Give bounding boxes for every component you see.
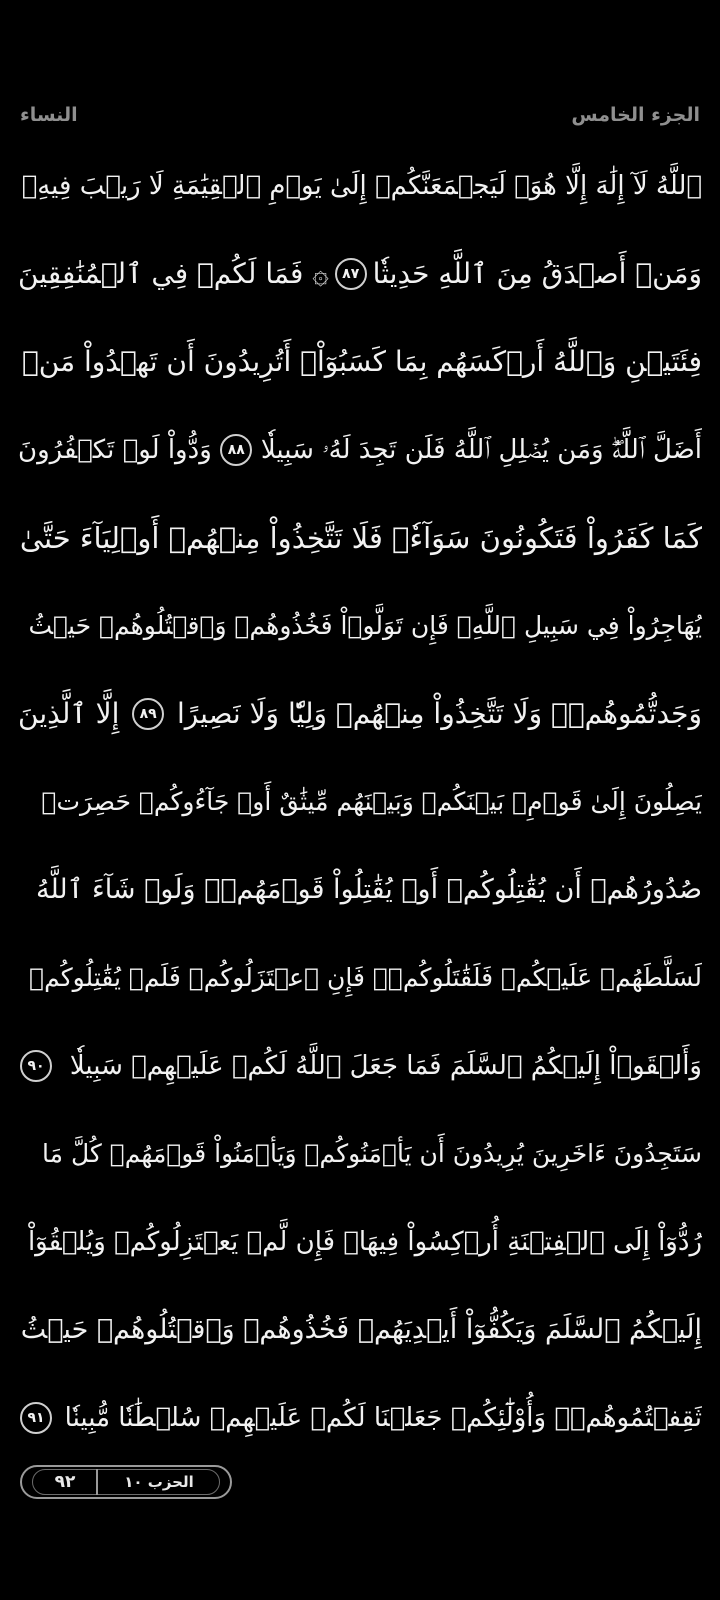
page-number: ٩٢ (54, 1472, 76, 1492)
verse-text: وَأَلۡقَوۡاْ إِلَيۡكُمُ ٱلسَّلَمَ فَمَا جَعَلَ ٱللَّهُ لَكُمۡ عَلَيۡهِمۡ سَبِيلٗا (69, 1051, 702, 1081)
footer-divider (96, 1469, 98, 1495)
verse-text: يُهَاجِرُواْ فِي سَبِيلِ ٱللَّهِۚ فَإِن تَوَلَّوۡاْ فَخُذُوهُمۡ وَٱقۡتُلُوهُمۡ حَيۡثُ (28, 611, 702, 640)
quran-text-block (18, 142, 702, 1462)
ayah-number-marker: ٨٩ (132, 698, 164, 730)
verse-line (18, 670, 702, 758)
verse-text: ثَقِفۡتُمُوهُمۡۚ وَأُوْلَٰٓئِكُمۡ جَعَلۡنَا لَكُمۡ عَلَيۡهِمۡ سُلۡطَٰنٗا مُّبِينٗا (64, 1403, 702, 1433)
verse-line (18, 1374, 702, 1462)
verse-text: ٱللَّهُ لَآ إِلَٰهَ إِلَّا هُوَۚ لَيَجۡمَعَنَّكُمۡ إِلَىٰ يَوۡمِ ٱلۡقِيَٰمَةِ لَا رَيۡبَ فِيهِۗ (21, 171, 702, 201)
verse-line (18, 758, 702, 846)
verse-text: وَجَدتُّمُوهُمۡۖ وَلَا تَتَّخِذُواْ مِنۡهُمۡ وَلِيّٗا وَلَا نَصِيرًا (176, 697, 702, 730)
verse-line (18, 406, 702, 494)
verse-text: صُدُورُهُمۡ أَن يُقَٰتِلُوكُمۡ أَوۡ يُقَٰتِلُواْ قَوۡمَهُمۡۚ وَلَوۡ شَآءَ ٱللَّهُ (35, 874, 702, 905)
verse-line (18, 1286, 702, 1374)
verse-line (18, 142, 702, 230)
verse-text: وَمَنۡ أَصۡدَقُ مِنَ ٱللَّهِ حَدِيثٗا (372, 257, 702, 290)
verse-text: كَمَا كَفَرُواْ فَتَكُونُونَ سَوَآءٗۖ فَلَا تَتَّخِذُواْ مِنۡهُمۡ أَوۡلِيَآءَ حَتَّىٰ (19, 521, 702, 555)
verse-text: وَدُّواْ لَوۡ تَكۡفُرُونَ (18, 435, 212, 465)
verse-line (18, 494, 702, 582)
verse-text: إِلَّا ٱلَّذِينَ (18, 697, 120, 730)
verse-text: يَصِلُونَ إِلَىٰ قَوۡمِۭ بَيۡنَكُمۡ وَبَيۡنَهُم مِّيثَٰقٌ أَوۡ جَآءُوكُمۡ حَصِرَتۡ (41, 787, 702, 816)
verse-text: رُدُّوٓاْ إِلَى ٱلۡفِتۡنَةِ أُرۡكِسُواْ فِيهَاۚ فَإِن لَّمۡ يَعۡتَزِلُوكُمۡ وَيُلۡقُوٓاْ (27, 1227, 702, 1257)
verse-line (18, 934, 702, 1022)
verse-line (18, 230, 702, 318)
verse-text: فِئَتَيۡنِ وَٱللَّهُ أَرۡكَسَهُم بِمَا كَسَبُوٓاْۚ أَتُرِيدُونَ أَن تَهۡدُواْ مَنۡ (21, 345, 702, 378)
verse-line (18, 318, 702, 406)
hizb-label: الحزب ١٠ (124, 1473, 194, 1491)
verse-line (18, 846, 702, 934)
ayah-number-marker: ٨٧ (335, 258, 367, 290)
juz-name: الجزء الخامس (571, 104, 700, 126)
verse-line (18, 582, 702, 670)
page-header (20, 100, 700, 130)
verse-text: إِلَيۡكُمُ ٱلسَّلَمَ وَيَكُفُّوٓاْ أَيۡدِيَهُمۡ فَخُذُوهُمۡ وَٱقۡتُلُوهُمۡ حَيۡثُ (20, 1314, 702, 1345)
ayah-number-marker: ٩١ (20, 1402, 52, 1434)
ayah-number-marker: ٨٨ (220, 434, 252, 466)
verse-line (18, 1110, 702, 1198)
ayah-number-marker: ٩٠ (20, 1050, 52, 1082)
surah-name: النساء (20, 104, 78, 126)
verse-text: سَتَجِدُونَ ءَاخَرِينَ يُرِيدُونَ أَن يَأۡمَنُوكُمۡ وَيَأۡمَنُواْ قَوۡمَهُمۡ كُلَّ مَا (42, 1139, 702, 1168)
verse-text: أَضَلَّ ٱللَّهُۖ وَمَن يُضۡلِلِ ٱللَّهُ فَلَن تَجِدَ لَهُۥ سَبِيلٗا (260, 435, 702, 465)
page-footer (20, 1465, 232, 1499)
verse-line (18, 1198, 702, 1286)
verse-line (18, 1022, 702, 1110)
verse-text: لَسَلَّطَهُمۡ عَلَيۡكُمۡ فَلَقَٰتَلُوكُمۡۚ فَإِنِ ٱعۡتَزَلُوكُمۡ فَلَمۡ يُقَٰتِلُوكُمۡ (29, 963, 702, 992)
verse-text: ۞ فَمَا لَكُمۡ فِي ٱلۡمُنَٰفِقِينَ (18, 257, 329, 290)
